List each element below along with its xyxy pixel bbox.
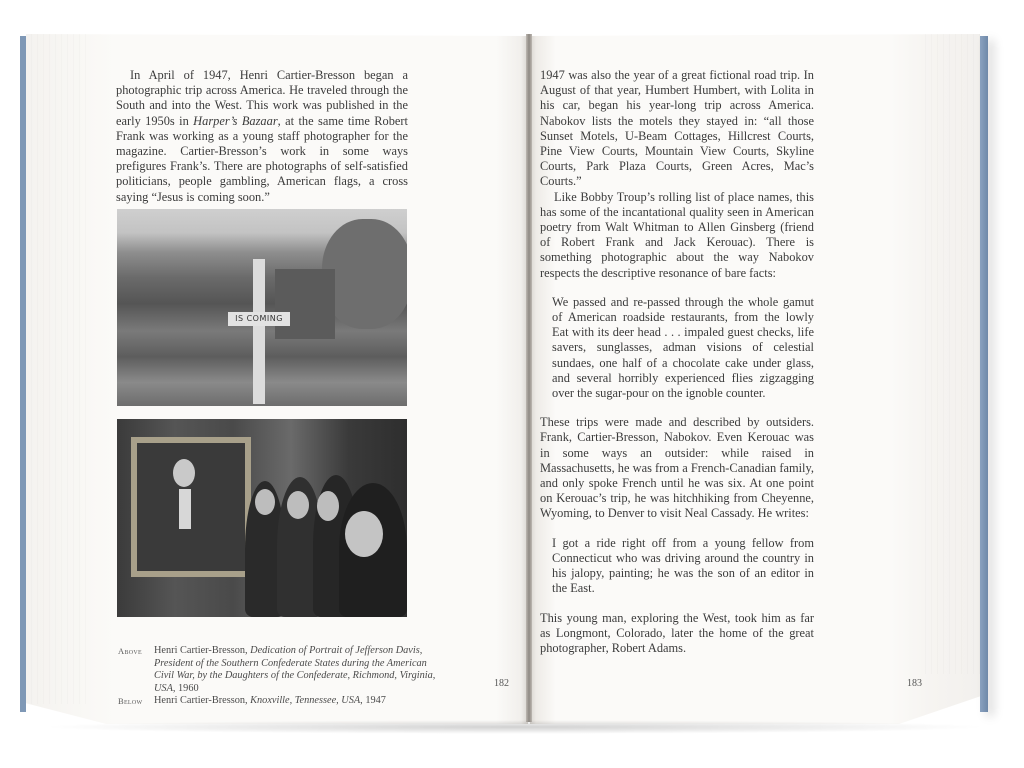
caption-author: Henri Cartier-Bresson, [154,645,251,656]
block-quote: We passed and re-passed through the whole gamut of American roadside restaurants, from the lowly Eat with its deer head . . . impaled guest checks, life savers, sunglasses, adman visions of celestial sundaes, one half of a chocolate cake under glass, and several horribly experienced flies zigzagging over the sugar-pour on the ignoble counter. [552,294,814,401]
caption-above [118,645,448,695]
photo-woman-2-face [287,491,309,519]
photo-portrait-face [173,459,195,487]
photo-house [275,269,335,339]
body-paragraph: This young man, exploring the West, took him as far as Longmont, Colorado, later the home of the great photographer, Robert Adams. [540,610,814,655]
left-page-fore-edge [26,34,86,704]
caption-label: Above [118,646,142,656]
paragraph-text: In April of 1947, Henri Cartier-Bresson began a photographic trip across America. He traveled through the South and into the West. This work was published in the early 1950s in [116,68,408,128]
spacer [540,522,814,536]
photo-captions [118,645,448,708]
photo-cross-sign-text: IS COMING [228,312,290,326]
caption-text [154,695,448,708]
right-page-fore-edge [920,34,980,674]
caption-below [118,695,448,708]
caption-title: Dedication of Portrait of Jefferson Davis, President of the Southern Confederate States during the American Civil War, by the Daughters of the Confederate, Richmond, Virginia, USA [154,645,436,694]
photo-cross-sign [117,209,407,406]
photo-portrait-dedication [117,419,407,617]
caption-title: Knoxville, Tennessee, USA [250,695,361,707]
book-cover-right-edge [980,36,988,712]
caption-year: , 1960 [172,682,199,694]
page-number-right: 183 [907,678,922,689]
photo-cross-post [253,259,265,404]
caption-year: , 1947 [360,695,386,707]
left-paragraph [116,68,408,205]
body-paragraph: 1947 was also the year of a great fictional road trip. In August of that year, Humbert Humbert, with Lolita in his car, began his year-long trip across America. Nabokov lists the motels they stayed in: “all those Sunset Motels, U-Beam Cottages, Hillcrest Courts, Pine View Courts, Mountain View Courts, Skyline Courts, Park Plaza Courts, Green Acres, Mac’s Courts.” [540,68,814,189]
right-page-body-text [540,68,814,656]
spacer [540,281,814,295]
photo-woman-1-face [255,489,275,515]
magazine-title: Harper’s Bazaar [193,113,278,128]
photo-woman-3-face [317,491,339,521]
book-gutter [526,34,532,722]
block-quote: I got a ride right off from a young fellow from Connecticut who was driving around the country in his jalopy, painting; he was the son of an editor in the East. [552,535,814,596]
paragraph-text: , at the same time Robert Frank was working as a young staff photographer for the magazine. Cartier-Bresson’s work in some ways prefigures Frank’s. There are photographs of self-satisfied politicians, people gambling, American flags, a cross saying “Jesus is coming soon.” [116,113,408,204]
spacer [540,401,814,415]
left-page-body-text [116,68,408,205]
photo-portrait-frame [131,437,251,577]
photo-woman-4-face [345,511,383,557]
body-paragraph: These trips were made and described by outsiders. Frank, Cartier-Bresson, Nabokov. Even Kerouac was in some ways an outsider: while raised in Massachusetts, he was from a French-Canadian family, and only spoke French until he was six. At one point on Kerouac’s trip, he was hitchhiking from Cheyenne, Wyoming, to Denver to visit Neal Cassady. He writes: [540,415,814,521]
photo-portrait-shirt [179,489,191,529]
caption-author: Henri Cartier-Bresson, [154,695,251,707]
caption-label: Below [118,696,143,707]
spacer [540,597,814,611]
caption-text [154,645,448,695]
page-number-left: 182 [494,678,509,689]
body-paragraph: Like Bobby Troup’s rolling list of place names, this has some of the incantational quality seen in American poetry from Walt Whitman to Allen Ginsberg (friend of Robert Frank and Jack Kerouac). There is something photographic about the way Nabokov respects the descriptive resonance of bare facts: [540,189,814,280]
book-shadow [40,720,990,734]
